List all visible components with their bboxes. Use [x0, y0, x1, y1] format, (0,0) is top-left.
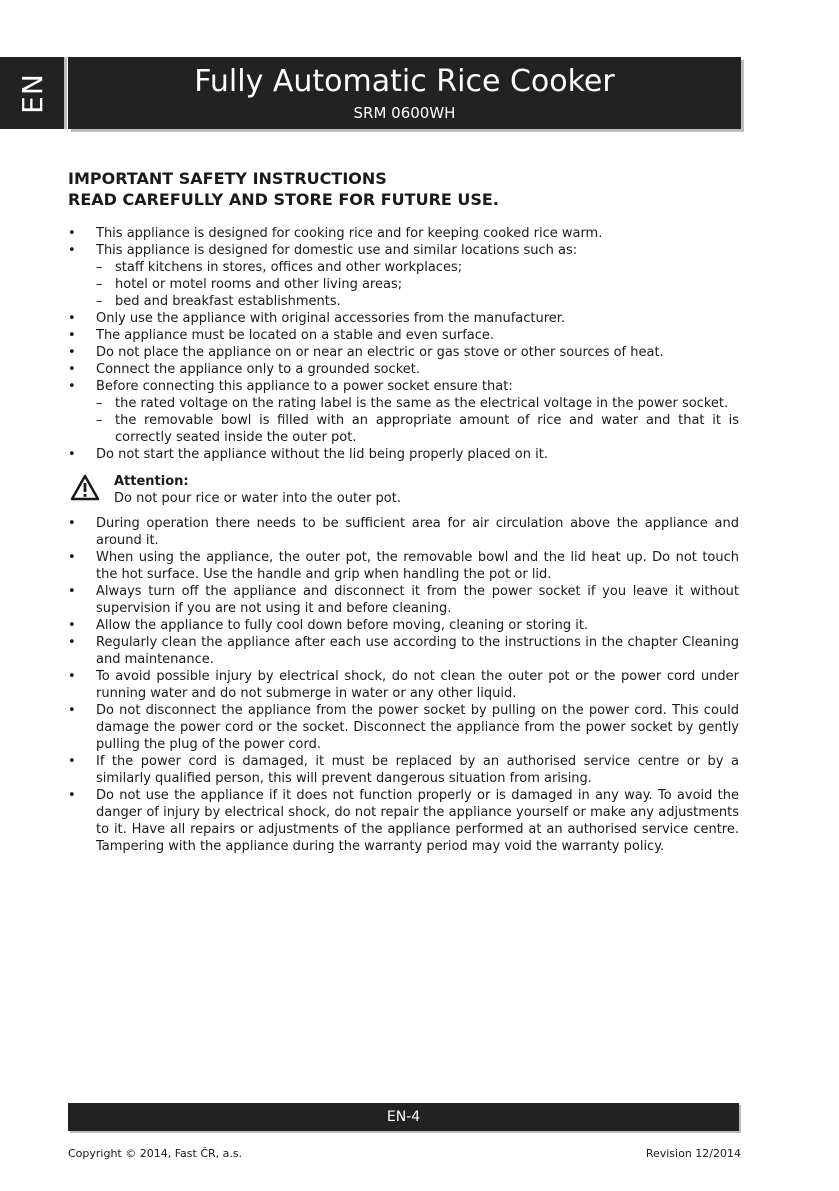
- language-label: EN: [15, 72, 49, 114]
- model-number: SRM 0600WH: [353, 104, 456, 122]
- list-item-text: Do not place the appliance on or near an electric or gas stove or other sources of heat.: [96, 345, 664, 360]
- dash: –: [96, 396, 103, 411]
- bullet: •: [68, 447, 76, 462]
- document-body: [68, 168, 739, 855]
- bullet: •: [68, 311, 76, 326]
- list-item-text: To avoid possible injury by electrical shock, do not clean the outer pot or the power cord under running water and do not submerge in water or any other liquid.: [96, 669, 739, 701]
- bullet: •: [68, 584, 76, 599]
- bullet: •: [68, 618, 76, 633]
- list-item-text: When using the appliance, the outer pot, the removable bowl and the lid heat up. Do not touch the hot surface. Use the handle and grip when handling the pot or lid.: [96, 550, 739, 582]
- sub-list-checks: [96, 395, 739, 446]
- list-item-text: If the power cord is damaged, it must be replaced by an authorised service centre or by a similarly qualified person, this will prevent dangerous situation from arising.: [96, 754, 739, 786]
- list-item-text: Do not disconnect the appliance from the power socket by pulling on the power cord. This could damage the power cord or the socket. Disconnect the appliance from the power socket by gently pulling the plug of the power cord.: [96, 703, 739, 752]
- dash: –: [96, 413, 103, 428]
- list-item-text: Only use the appliance with original accessories from the manufacturer.: [96, 311, 566, 326]
- bullet: •: [68, 550, 76, 565]
- list-item: [68, 378, 739, 446]
- list-item: [68, 634, 739, 668]
- bullet: •: [68, 243, 76, 258]
- list-item: [68, 702, 739, 753]
- page-header: [68, 57, 741, 129]
- list-item: [68, 787, 739, 855]
- bullet: •: [68, 788, 76, 803]
- bullet: •: [68, 635, 76, 650]
- warning-triangle-icon: [70, 474, 100, 501]
- list-item: [68, 668, 739, 702]
- list-item: [68, 515, 739, 549]
- list-item: [68, 753, 739, 787]
- sub-list-locations: [96, 259, 739, 310]
- bullet: •: [68, 754, 76, 769]
- page-number-bar: [68, 1103, 739, 1131]
- sub-list-item: [96, 412, 739, 446]
- list-item-text: The appliance must be located on a stable and even surface.: [96, 328, 495, 343]
- revision: Revision 12/2014: [645, 1147, 741, 1160]
- list-item: [68, 344, 739, 361]
- list-item: [68, 327, 739, 344]
- language-tab: [0, 57, 67, 129]
- list-item-text: This appliance is designed for domestic use and similar locations such as:: [96, 243, 578, 258]
- attention-title: Attention:: [114, 474, 189, 489]
- heading-safety: IMPORTANT SAFETY INSTRUCTIONS: [68, 169, 387, 188]
- list-item: [68, 225, 739, 242]
- safety-list-1: [68, 225, 739, 463]
- list-item-text: Allow the appliance to fully cool down before moving, cleaning or storing it.: [96, 618, 589, 633]
- bullet: •: [68, 379, 76, 394]
- list-item-text: Before connecting this appliance to a power socket ensure that:: [96, 379, 513, 394]
- list-item-text: Regularly clean the appliance after each use according to the instructions in the chapter Cleaning and maintenance.: [96, 635, 739, 667]
- sub-list-item: [96, 395, 739, 412]
- page-title: Fully Automatic Rice Cooker: [194, 64, 615, 99]
- list-item-text: This appliance is designed for cooking rice and for keeping cooked rice warm.: [96, 226, 603, 241]
- bullet: •: [68, 345, 76, 360]
- list-item-text: Do not start the appliance without the lid being properly placed on it.: [96, 447, 548, 462]
- attention-box: [68, 473, 739, 507]
- list-item-text: Always turn off the appliance and disconnect it from the power socket if you leave it without supervision if you are not using it and before cleaning.: [96, 584, 739, 616]
- attention-text: Do not pour rice or water into the outer pot.: [114, 491, 401, 506]
- bullet: •: [68, 703, 76, 718]
- list-item: [68, 361, 739, 378]
- sub-list-item: [96, 259, 739, 276]
- bullet: •: [68, 516, 76, 531]
- list-item-text: Connect the appliance only to a grounded socket.: [96, 362, 420, 377]
- list-item: [68, 446, 739, 463]
- sub-list-item-text: bed and breakfast establishments.: [115, 294, 341, 309]
- dash: –: [96, 277, 103, 292]
- heading-read-carefully: READ CAREFULLY AND STORE FOR FUTURE USE.: [68, 190, 499, 209]
- list-item: [68, 583, 739, 617]
- bullet: •: [68, 362, 76, 377]
- sub-list-item-text: the rated voltage on the rating label is the same as the electrical voltage in the power socket.: [115, 396, 729, 411]
- sub-list-item-text: staff kitchens in stores, offices and other workplaces;: [115, 260, 463, 275]
- list-item: [68, 242, 739, 310]
- copyright: Copyright © 2014, Fast ČR, a.s.: [68, 1147, 243, 1160]
- bullet: •: [68, 226, 76, 241]
- sub-list-item: [96, 276, 739, 293]
- bullet: •: [68, 328, 76, 343]
- list-item: [68, 310, 739, 327]
- bullet: •: [68, 669, 76, 684]
- list-item: [68, 617, 739, 634]
- sub-list-item-text: the removable bowl is filled with an appropriate amount of rice and water and that it is correctly seated inside the outer pot.: [115, 413, 739, 445]
- list-item-text: Do not use the appliance if it does not function properly or is damaged in any way. To avoid the danger of injury by electrical shock, do not repair the appliance yourself or make any adjustments to it. Have all repairs or adjustments of the appliance performed at an authorised service centre. Tampering with the appliance during the warranty period may void the warranty policy.: [96, 788, 739, 854]
- list-item: [68, 549, 739, 583]
- dash: –: [96, 260, 103, 275]
- safety-list-2: [68, 515, 739, 855]
- list-item-text: During operation there needs to be sufficient area for air circulation above the appliance and around it.: [96, 516, 739, 548]
- sub-list-item: [96, 293, 739, 310]
- page-number: EN-4: [386, 1109, 421, 1125]
- dash: –: [96, 294, 103, 309]
- sub-list-item-text: hotel or motel rooms and other living areas;: [115, 277, 403, 292]
